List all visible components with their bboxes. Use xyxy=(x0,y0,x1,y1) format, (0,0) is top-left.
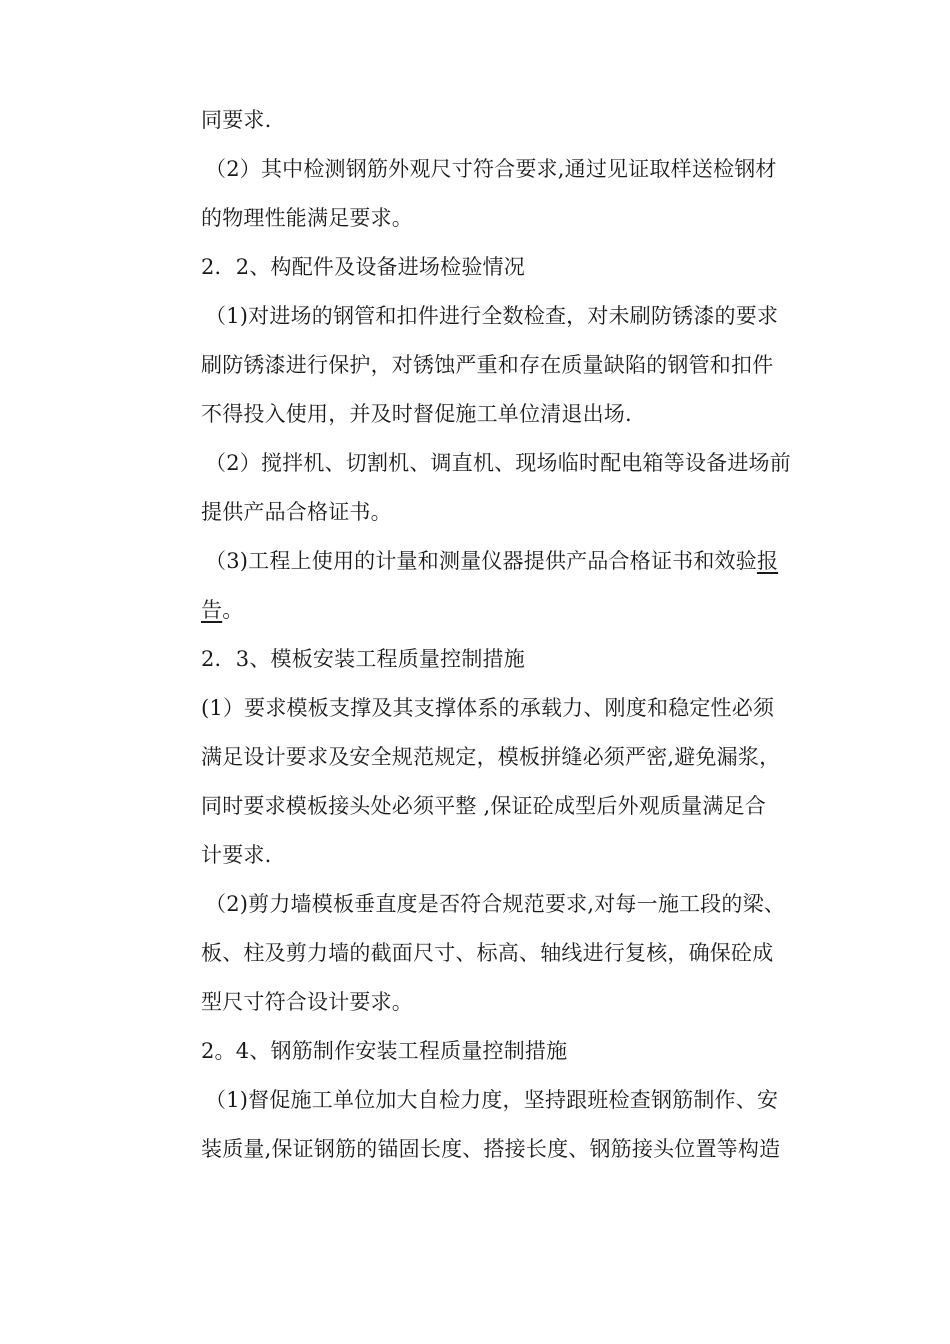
body-line-text: 。 xyxy=(222,598,244,622)
body-line: 刷防锈漆进行保护，对锈蚀严重和存在质量缺陷的钢管和扣件 xyxy=(201,353,774,377)
underlined-text: 报 xyxy=(756,549,779,573)
body-line: （2）搅拌机、切割机、调直机、现场临时配电箱等设备进场前 xyxy=(205,451,791,475)
body-line: （1)督促施工单位加大自检力度，坚持跟班检查钢筋制作、安 xyxy=(205,1088,779,1112)
body-line xyxy=(201,537,841,586)
body-line: 型尺寸符合设计要求。 xyxy=(201,990,413,1014)
body-line: 计要求. xyxy=(201,843,272,867)
body-line: (1）要求模板支撑及其支撑体系的承载力、刚度和稳定性必须 xyxy=(201,696,775,720)
body-line: 板、柱及剪力墙的截面尺寸、标高、轴线进行复核，确保砼成 xyxy=(201,941,774,965)
section-heading: 2．2、构配件及设备进场检验情况 xyxy=(201,255,525,279)
section-heading: 2。4、钢筋制作安装工程质量控制措施 xyxy=(201,1039,568,1063)
body-line: （2)剪力墙模板垂直度是否符合规范要求,对每一施工段的梁、 xyxy=(205,892,786,916)
document-body xyxy=(201,96,841,1174)
body-line: 满足设计要求及安全规范规定，模板拼缝必须严密,避免漏浆， xyxy=(201,745,781,769)
body-line xyxy=(201,586,841,635)
underlined-text: 告 xyxy=(201,598,223,622)
body-line: 同要求. xyxy=(201,108,272,132)
body-line: 同时要求模板接头处必须平整 ,保证砼成型后外观质量满足合 xyxy=(201,794,766,818)
body-line-text: （3)工程上使用的计量和测量仪器提供产品合格证书和效验 xyxy=(205,549,757,573)
body-line: （2）其中检测钢筋外观尺寸符合要求,通过见证取样送检钢材 xyxy=(205,157,777,181)
body-line: 不得投入使用，并及时督促施工单位清退出场. xyxy=(201,402,632,426)
body-line: 提供产品合格证书。 xyxy=(201,500,392,524)
section-heading: 2．3、模板安装工程质量控制措施 xyxy=(201,647,525,671)
body-line: 的物理性能满足要求。 xyxy=(201,206,413,230)
body-line: （1)对进场的钢管和扣件进行全数检查，对未刷防锈漆的要求 xyxy=(205,304,779,328)
body-line: 装质量,保证钢筋的锚固长度、搭接长度、钢筋接头位置等构造 xyxy=(201,1137,781,1161)
